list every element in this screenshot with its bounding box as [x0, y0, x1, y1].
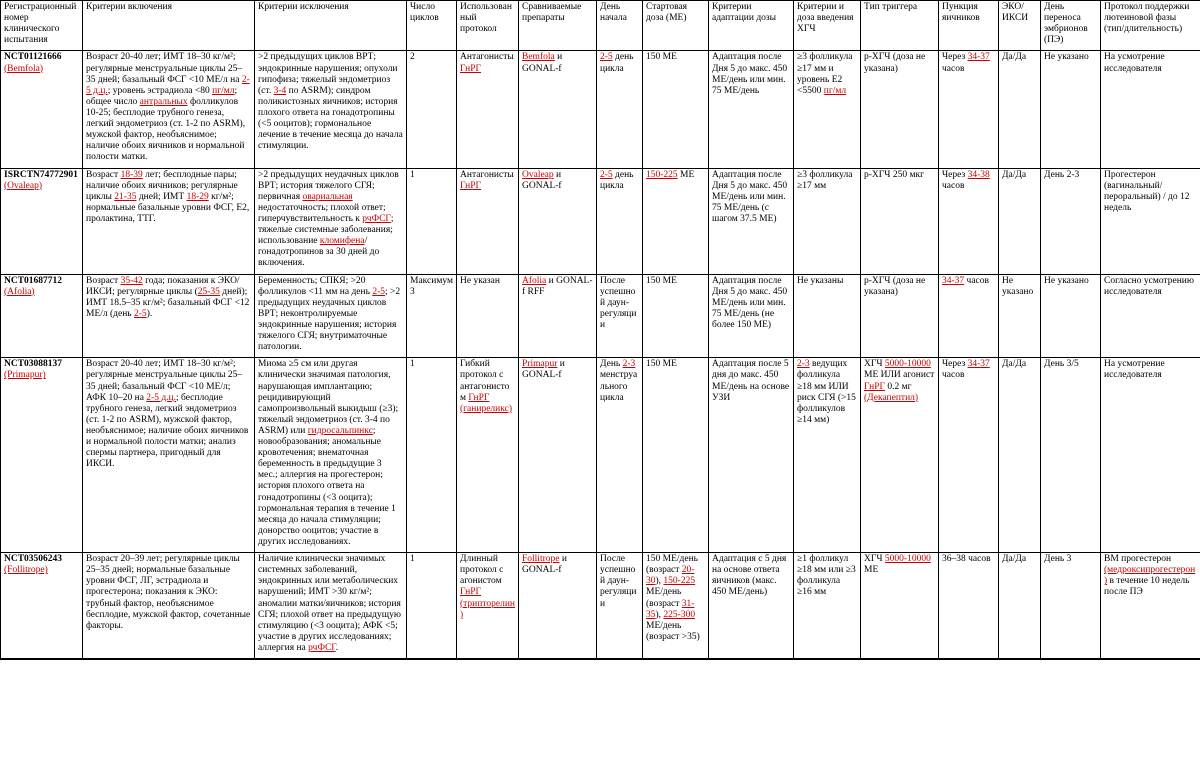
- column-header-protocol-used: Использованный протокол: [457, 1, 519, 51]
- tracked-change-text: (Ovaleap): [4, 180, 42, 191]
- tracked-change-text: Primapur: [522, 359, 558, 370]
- cell-starting-dose: 150 МЕ: [643, 51, 709, 168]
- tracked-change-text: 34-37: [967, 52, 990, 63]
- cell-ivf-icsi: Да/Да: [999, 553, 1041, 659]
- tracked-change-text: пг/мл: [212, 85, 235, 96]
- trial-id-text: NCT01687712: [4, 275, 63, 286]
- tracked-change-text: 2-3: [622, 359, 636, 370]
- cell-embryo-transfer-day: Не указано: [1041, 51, 1101, 168]
- cell-luteal-phase-support: ВМ прогестерон (медроксипрогестерон) в течение 10 недель после ПЭ: [1101, 553, 1200, 659]
- cell-start-day: После успешной даун-регуляции: [597, 274, 643, 358]
- tracked-change-text: 21-35: [114, 191, 137, 202]
- cell-ivf-icsi: Да/Да: [999, 168, 1041, 274]
- cell-embryo-transfer-day: Не указано: [1041, 274, 1101, 358]
- cell-inclusion-criteria: Возраст 35-42 года; показания к ЭКО/ИКСИ; регулярные циклы (25-35 дней); ИМТ 18.5–35 кг/м²; базальный ФСГ <12 МЕ/л (день 2-5).: [83, 274, 255, 358]
- cell-starting-dose: 150 МЕ/день (возраст 20-30), 150-225 МЕ/день (возраст 31-35), 225-300 МЕ/день (возраст >35): [643, 553, 709, 659]
- tracked-change-text: 25-35: [197, 286, 220, 297]
- column-header-ovarian-puncture: Пункция яичников: [939, 1, 999, 51]
- cell-embryo-transfer-day: День 2-3: [1041, 168, 1101, 274]
- cell-hcg-criteria-dose: ≥3 фолликула ≥17 мм и уровень E2 <5500 пг/мл: [794, 51, 861, 168]
- trial-id-text: NCT03088137: [4, 359, 63, 370]
- cell-dose-adaptation: Адаптация после Дня 5 до макс. 450 МЕ/день или мин. 75 МЕ/день: [709, 51, 794, 168]
- tracked-change-text: ГнРГ: [864, 381, 885, 392]
- cell-inclusion-criteria: Возраст 18-39 лет; бесплодные пары; наличие обоих яичников; регулярные циклы 21-35 дней; ИМТ 18-29 кг/м²; нормальные базальные уровни ФСГ, Е2, пролактина, ТТГ.: [83, 168, 255, 274]
- tracked-change-text: (ганиреликс): [460, 403, 512, 414]
- cell-dose-adaptation: Адаптация после Дня 5 до макс. 450 МЕ/день или мин. 75 МЕ/день (с шагом 37.5 МЕ): [709, 168, 794, 274]
- cell-trial-registration: [1, 168, 83, 274]
- table-header: [1, 1, 1200, 51]
- cell-ivf-icsi: Не указано: [999, 274, 1041, 358]
- cell-trigger-type: ХГЧ 5000-10000 МЕ ИЛИ агонист ГнРГ 0.2 мг (Декапептил): [861, 358, 939, 553]
- cell-inclusion-criteria: Возраст 20-40 лет; ИМТ 18–30 кг/м²; регулярные менструальные циклы 25–35 дней; базальный ФСГ <10 МЕ/л на 2-5 д.ц.; уровень эстрадиола <80 пг/мл; общее число антральных фолликулов 10-25; бесплодие трубного генеза, легкий эндометриоз (ст. 1-2 по ASRM), мужской фактор, необъяснимое; наличие обоих яичников и нормальной полости матки.: [83, 51, 255, 168]
- tracked-change-text: 2-5: [134, 308, 147, 319]
- tracked-change-text: (Follitrope): [4, 565, 48, 576]
- column-header-cycles-count: Число циклов: [407, 1, 457, 51]
- tracked-change-text: 2-3: [797, 359, 810, 370]
- cell-cycles-count: 2: [407, 51, 457, 168]
- cell-ovarian-puncture: 34-37 часов: [939, 274, 999, 358]
- tracked-change-text: (трипторелин): [460, 598, 516, 620]
- cell-start-day: 2-5 день цикла: [597, 168, 643, 274]
- cell-start-day: День 2-3 менструального цикла: [597, 358, 643, 553]
- column-header-exclusion-criteria: Критерии исключения: [255, 1, 407, 51]
- tracked-change-text: 18-39: [120, 169, 143, 180]
- cell-protocol-used: Гибкий протокол с антагонистом ГнРГ (ганиреликс): [457, 358, 519, 553]
- cell-starting-dose: 150-225 МЕ: [643, 168, 709, 274]
- cell-exclusion-criteria: >2 предыдущих циклов ВРТ; эндокринные нарушения; опухоли гипофиза; тяжелый эндометриоз (ст. 3-4 по ASRM); синдром поликистозных яичников; история плохого ответа на гонадотропины (<5 ооцитов); гормональное лечение в течение месяца до начала стимуляции.: [255, 51, 407, 168]
- header-row: [1, 1, 1200, 51]
- tracked-change-text: Bemfola: [522, 52, 555, 63]
- column-header-trigger-type: Тип триггера: [861, 1, 939, 51]
- column-header-ivf-icsi: ЭКО/ИКСИ: [999, 1, 1041, 51]
- cell-starting-dose: 150 МЕ: [643, 358, 709, 553]
- cell-exclusion-criteria: Миома ≥5 см или другая клинически значимая патология, нарушающая имплантацию; рецидивирующий самопроизвольный выкидыш (≥3); тяжелый эндометриоз (ст. 3-4 по ASRM) или гидросальпинкс; новообразования; аномальные кровотечения; внематочная беременность в предыдущие 3 мес.; аллергия на прогестерон; история плохого ответа на гонадотропины (<3 ооцита); гормональная терапия в течение 1 месяца до начала стимуляции; донорство ооцитов; участие в других исследованиях.: [255, 358, 407, 553]
- cell-start-day: 2-5 день цикла: [597, 51, 643, 168]
- cell-trigger-type: ХГЧ 5000-10000 МЕ: [861, 553, 939, 659]
- cell-protocol-used: Антагонисты ГнРГ: [457, 51, 519, 168]
- cell-protocol-used: Длинный протокол с агонистом ГнРГ (трипторелин): [457, 553, 519, 659]
- tracked-change-text: 150-225: [663, 576, 696, 587]
- cell-luteal-phase-support: Согласно усмотрению исследователя: [1101, 274, 1200, 358]
- table-row: [1, 168, 1200, 274]
- tracked-change-text: 5000-10000: [884, 359, 931, 370]
- cell-dose-adaptation: Адаптация после Дня 5 до макс. 450 МЕ/день или мин. 75 МЕ/день (не более 150 МЕ): [709, 274, 794, 358]
- cell-hcg-criteria-dose: Не указаны: [794, 274, 861, 358]
- table-row: [1, 358, 1200, 553]
- cell-ivf-icsi: Да/Да: [999, 51, 1041, 168]
- tracked-change-text: 5000-10000: [884, 554, 931, 565]
- tracked-change-text: 34-37: [967, 359, 990, 370]
- cell-cycles-count: 1: [407, 553, 457, 659]
- tracked-change-text: (Bemfola): [4, 63, 44, 74]
- cell-inclusion-criteria: Возраст 20-40 лет; ИМТ 18–30 кг/м²; регулярные менструальные циклы 25–35 дней; базальный ФСГ <10 МЕ/л; АФК 10–20 на 2-5 д.ц.; бесплодие трубного генеза, легкий эндометриоз (ст. 1-2 по ASRM), мужской фактор, необъяснимое; наличие обоих яичников и нормальной полости матки; анализ спермы партнера, пригодный для ИКСИ.: [83, 358, 255, 553]
- cell-trial-registration: [1, 553, 83, 659]
- cell-trigger-type: р-ХГЧ 250 мкг: [861, 168, 939, 274]
- tracked-change-text: 2-5: [372, 286, 385, 297]
- column-header-embryo-transfer-day: День переноса эмбрионов (ПЭ): [1041, 1, 1101, 51]
- tracked-change-text: 2-5: [600, 169, 613, 180]
- cell-ovarian-puncture: 36–38 часов: [939, 553, 999, 659]
- tracked-change-text: Ovaleap: [522, 169, 554, 180]
- tracked-change-text: 34-38: [967, 169, 990, 180]
- cell-ovarian-puncture: Через 34-37 часов: [939, 358, 999, 553]
- cell-ovarian-puncture: Через 34-38 часов: [939, 168, 999, 274]
- cell-hcg-criteria-dose: 2-3 ведущих фолликула ≥18 мм ИЛИ риск СГЯ (>15 фолликулов ≥14 мм): [794, 358, 861, 553]
- tracked-change-text: 225-300: [663, 609, 696, 620]
- tracked-change-text: кломифена: [319, 236, 365, 247]
- cell-cycles-count: 1: [407, 358, 457, 553]
- cell-cycles-count: 1: [407, 168, 457, 274]
- tracked-change-text: 3-4: [273, 85, 287, 96]
- tracked-change-text: 2-5 д.ц.: [86, 74, 250, 96]
- column-header-luteal-phase-support: Протокол поддержки лютеиновой фазы (тип/длительность): [1101, 1, 1200, 51]
- tracked-change-text: пг/мл: [823, 85, 847, 96]
- tracked-change-text: овариальная: [302, 191, 353, 202]
- cell-inclusion-criteria: Возраст 20–39 лет; регулярные циклы 25–35 дней; нормальные базальные уровни ФСГ, ЛГ, эстрадиола и прогестерона; показания к ЭКО: трубный фактор, необъяснимое бесплодие, мужской фактор, сочетанные факторы.: [83, 553, 255, 659]
- cell-cycles-count: Максимум 3: [407, 274, 457, 358]
- column-header-compared-drugs: Сравниваемые препараты: [519, 1, 597, 51]
- column-header-start-day: День начала: [597, 1, 643, 51]
- table-row: [1, 274, 1200, 358]
- cell-compared-drugs: Primapur и GONAL-f: [519, 358, 597, 553]
- table-row: [1, 51, 1200, 168]
- cell-embryo-transfer-day: День 3: [1041, 553, 1101, 659]
- cell-trigger-type: р-ХГЧ (доза не указана): [861, 51, 939, 168]
- cell-trial-registration: [1, 358, 83, 553]
- column-header-starting-dose: Стартовая доза (МЕ): [643, 1, 709, 51]
- tracked-change-text: (Afolia): [4, 286, 35, 297]
- cell-luteal-phase-support: На усмотрение исследователя: [1101, 51, 1200, 168]
- tracked-change-text: рчФСГ: [308, 643, 336, 654]
- tracked-change-text: (Primapur): [4, 370, 46, 381]
- tracked-change-text: Follitrope: [522, 554, 560, 565]
- tracked-change-text: ГнРГ: [468, 392, 490, 403]
- column-header-dose-adaptation: Критерии адаптации дозы: [709, 1, 794, 51]
- tracked-change-text: 34-37: [942, 275, 965, 286]
- cell-exclusion-criteria: >2 предыдущих неудачных циклов ВРТ; история тяжелого СГЯ; первичная овариальная недостаточность; плохой ответ; гиперчувствительность к рчФСГ; тяжелые системные заболевания; использование кломифена/гонадотропинов за 30 дней до включения.: [255, 168, 407, 274]
- cell-compared-drugs: Follitrope и GONAL-f: [519, 553, 597, 659]
- cell-dose-adaptation: Адаптация после 5 дня до макс. 450 МЕ/день на основе УЗИ: [709, 358, 794, 553]
- tracked-change-text: ГнРГ: [460, 63, 481, 74]
- tracked-change-text: гидросальпинкс: [307, 425, 373, 436]
- tracked-change-text: (Декапептил): [864, 392, 919, 403]
- tracked-change-text: 18-29: [186, 191, 209, 202]
- cell-ovarian-puncture: Через 34-37 часов: [939, 51, 999, 168]
- trial-id-text: NCT03506243: [4, 554, 63, 565]
- column-header-hcg-criteria-dose: Критерии и доза введения ХГЧ: [794, 1, 861, 51]
- tracked-change-text: 31-35: [646, 598, 695, 620]
- tracked-change-text: (медроксипрогестерон): [1104, 565, 1196, 587]
- cell-compared-drugs: Afolia и GONAL-f RFF: [519, 274, 597, 358]
- cell-protocol-used: Антагонисты ГнРГ: [457, 168, 519, 274]
- tracked-change-text: ГнРГ: [460, 180, 481, 191]
- cell-luteal-phase-support: На усмотрение исследователя: [1101, 358, 1200, 553]
- cell-hcg-criteria-dose: ≥3 фолликула ≥17 мм: [794, 168, 861, 274]
- tracked-change-text: Afolia: [522, 275, 547, 286]
- cell-embryo-transfer-day: День 3/5: [1041, 358, 1101, 553]
- tracked-change-text: 2-5 д.ц.: [146, 392, 176, 403]
- tracked-change-text: 35-42: [120, 275, 143, 286]
- tracked-change-text: рчФСГ: [362, 213, 391, 224]
- column-header-inclusion-criteria: Критерии включения: [83, 1, 255, 51]
- table-row: [1, 553, 1200, 659]
- cell-compared-drugs: Ovaleap и GONAL-f: [519, 168, 597, 274]
- tracked-change-text: 20-30: [646, 565, 695, 587]
- cell-hcg-criteria-dose: ≥1 фолликул ≥18 мм или ≥3 фолликула ≥16 мм: [794, 553, 861, 659]
- tracked-change-text: 2-5: [600, 52, 613, 63]
- cell-trial-registration: [1, 51, 83, 168]
- cell-starting-dose: 150 МЕ: [643, 274, 709, 358]
- tracked-change-text: антральных: [139, 96, 188, 107]
- cell-luteal-phase-support: Прогестерон (вагинальный/ пероральный) / до 12 недель: [1101, 168, 1200, 274]
- cell-exclusion-criteria: Наличие клинически значимых системных заболеваний, эндокринных или метаболических нарушений; ИМТ >30 кг/м²; аномалии матки/яичников; история СГЯ; плохой ответ на предыдущую стимуляцию (<3 ооцита); АФК <5; участие в других исследованиях; аллергия на рчФСГ.: [255, 553, 407, 659]
- tracked-change-text: ГнРГ: [460, 587, 481, 598]
- cell-exclusion-criteria: Беременность; СПКЯ; >20 фолликулов <11 мм на день 2-5; >2 предыдущих неудачных циклов ВРТ; неконтролируемые эндокринные нарушения; история тяжелого СГЯ; внутриматочные патологии.: [255, 274, 407, 358]
- trial-id-text: ISRCTN74772901: [4, 169, 78, 180]
- cell-trial-registration: [1, 274, 83, 358]
- table-body: [1, 51, 1200, 659]
- column-header-trial-registration: Регистрационный номер клинического испытания: [1, 1, 83, 51]
- cell-compared-drugs: Bemfola и GONAL-f: [519, 51, 597, 168]
- tracked-change-text: 150-225: [646, 169, 678, 180]
- cell-protocol-used: Не указан: [457, 274, 519, 358]
- cell-trigger-type: р-ХГЧ (доза не указана): [861, 274, 939, 358]
- cell-dose-adaptation: Адаптация с 5 дня на основе ответа яичников (макс. 450 МЕ/день): [709, 553, 794, 659]
- cell-start-day: После успешной даун-регуляции: [597, 553, 643, 659]
- trial-id-text: NCT01121666: [4, 52, 62, 63]
- cell-ivf-icsi: Да/Да: [999, 358, 1041, 553]
